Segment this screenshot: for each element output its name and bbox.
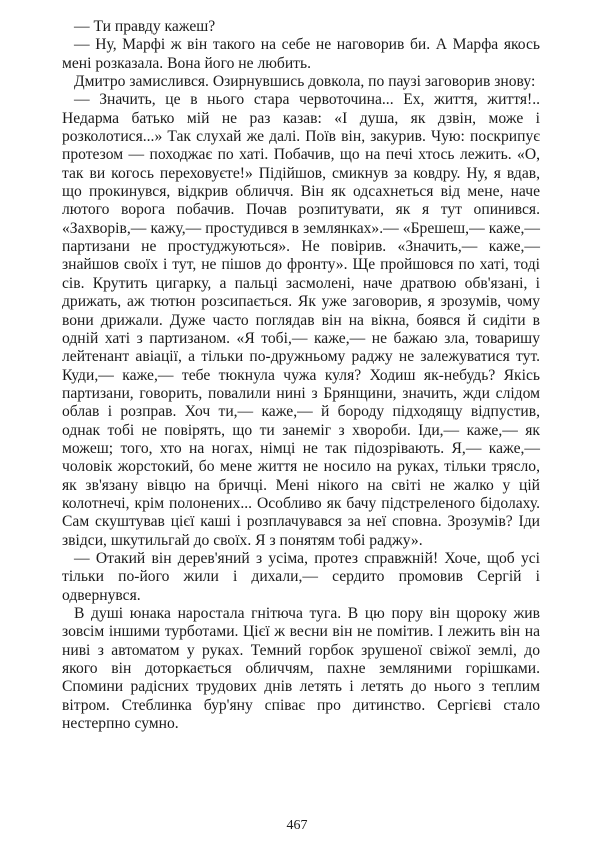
paragraph-2: — Ну, Марфі ж він такого на себе не наговорив би. А Марфа якось мені розказала. Вона його не любить.: [62, 36, 540, 72]
page-number: 467: [286, 818, 308, 833]
paragraph-6: В душі юнака наростала гнітюча туга. В цю пору він щороку жив зовсім іншими турботами. Цієї ж весни він не помітив. І лежить він на ниві з автоматом у руках. Темний горбок зрушеної свіжої землі, до якого він доторкається обличчям, пахне земляними горішками. Спомини радісних трудових днів летять і летять до нього з теплим вітром. Стеблинка бур'яну співає про дитинство. Сергієві стало нестерпно сумно.: [62, 605, 540, 733]
paragraph-5: — Отакий він дерев'яний з усіма, протез справжній! Хоче, щоб усі тільки по-його жили і дихали,— сердито промовив Сергій і одвернувся.: [62, 549, 540, 604]
page-body: [62, 18, 540, 733]
paragraph-3: Дмитро замислився. Озирнувшись довкола, по паузі заговорив знову:: [74, 73, 536, 91]
paragraph-4: — Значить, це в нього стара червоточина... Ех, життя, життя!.. Недарма батько мій не раз казав: «І душа, як дзвін, може і розколотися...» Так слухай же далі. Поїв він, закурив. Чую: поскрипує протезом — походжає по хаті. Побачив, що на печі хтось лежить. «О, так ви когось переховуєте!» Підійшов, смикнув за ковдру. Ну, я вдав, що прокинувся, відкрив обличчя. Він як одсахнеться від мене, наче лютого ворога побачив. Почав розпитувати, як я тут опинився. «Захворів,— кажу,— простудився в землянках».— «Брешеш,— каже,— партизани не простуджуються». Не повірив. «Значить,— каже,— знайшов своїх і тут, не пішов до фронту». Ще пройшовся по хаті, тоді сів. Крутить цигарку, а пальці засмолені, наче дратвою обв'язані, і дрижать, аж тютюн розсипається. Як уже заговорив, я зрозумів, чому вони дрижали. Дуже часто поглядав він на вікна, боявся й сидіти в одній хаті з партизаном. «Я тобі,— каже,— не бажаю зла, товаришу лейтенант авіації, а тільки по-дружньому раджу не залежуватися тут. Куди,— каже,— тебе тюкнула чужа куля? Ходиш як-небудь? Якісь партизани, говорить, повалили нині з Брянщини, значить, жди слідом облав і розправ. Хоч ти,— каже,— й бороду підходящу відпустив, однак тобі не повірять, що ти занеміг з хвороби. Іди,— каже,— як можеш; того, хто на ногах, німці не так підозрівають. Я,— каже,— чоловік жорстокий, бо мене життя не носило на руках, тільки трясло, як зв'язану вівцю на бричці. Мені нікого на світі не жалко у цій колотнечі, крім полонених... Особливо як бачу підстреленого бідолаху. Сам скуштував цієї каші і розплачувався за неї сповна. Зрозумів? Іди звідси, шкутильгай до своїх. Я з понятям тобі раджу».: [62, 91, 540, 549]
paragraph-1: — Ти правду кажеш?: [74, 18, 216, 35]
